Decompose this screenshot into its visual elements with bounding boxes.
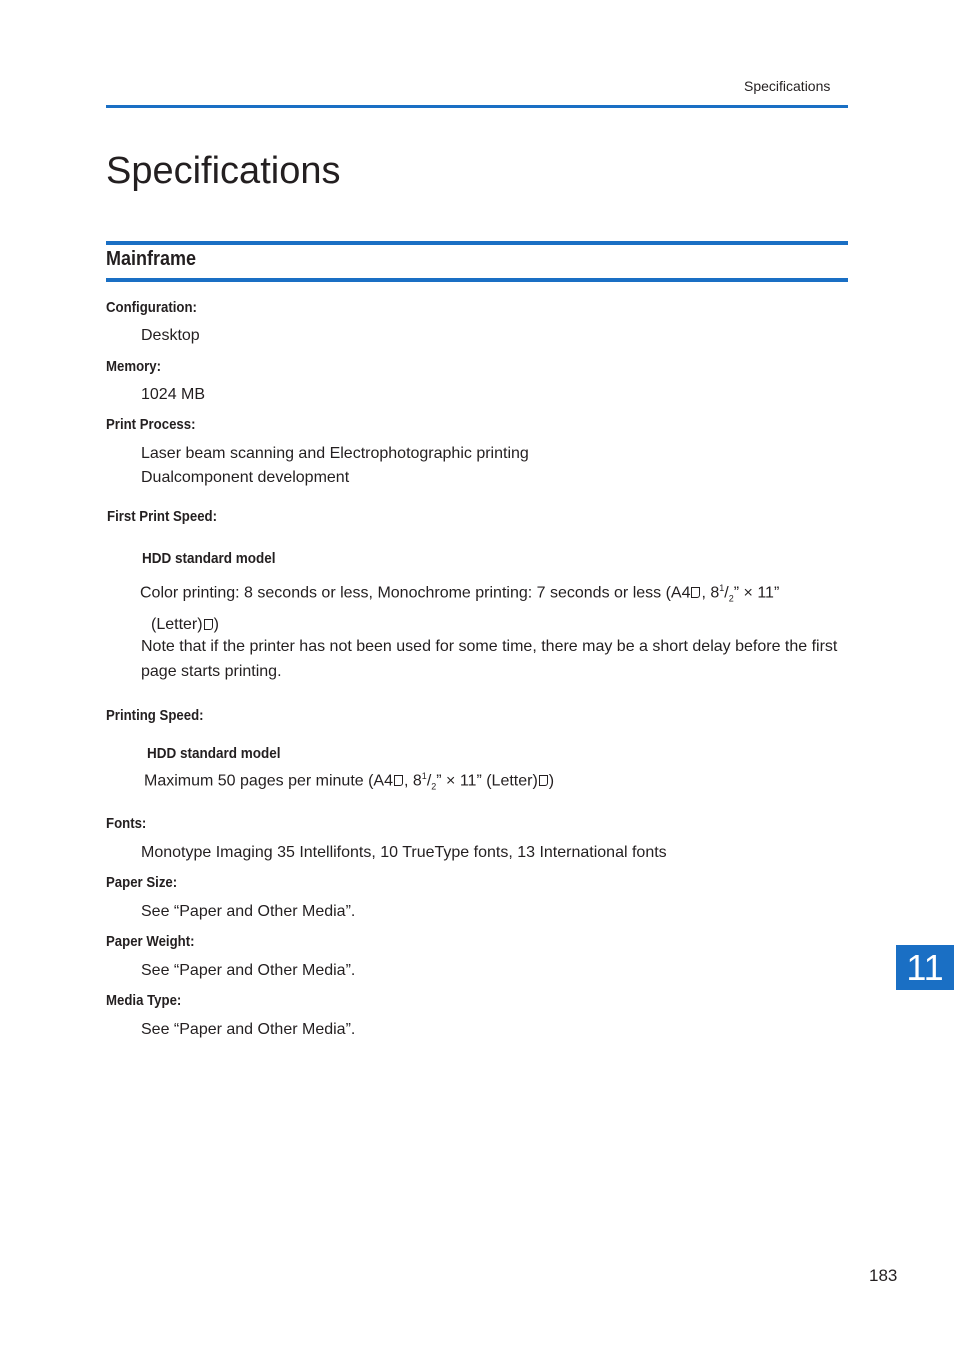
fraction-denominator: 2 bbox=[728, 593, 734, 604]
printing-speed-text-d: ) bbox=[548, 772, 555, 790]
running-header: Specifications bbox=[744, 78, 831, 94]
printing-speed-text-a: Maximum 50 pages per minute (A4 bbox=[144, 772, 393, 790]
fraction-denominator: 2 bbox=[431, 781, 437, 792]
page-number: 183 bbox=[869, 1266, 898, 1285]
fraction-separator: / bbox=[724, 584, 729, 602]
section-rule-bottom bbox=[106, 278, 848, 282]
section-title: Mainframe bbox=[106, 248, 197, 270]
first-print-speed-text-e: ) bbox=[213, 615, 219, 633]
fonts-label: Fonts: bbox=[106, 815, 147, 832]
fraction-numerator: 1 bbox=[719, 583, 725, 593]
first-print-speed-label: First Print Speed: bbox=[107, 508, 218, 525]
fraction-separator: / bbox=[426, 772, 432, 790]
first-print-speed-model: HDD standard model bbox=[142, 550, 276, 567]
paper-weight-value: See “Paper and Other Media”. bbox=[141, 962, 356, 979]
paper-orientation-icon bbox=[394, 775, 403, 786]
first-print-speed-text-a: Color printing: 8 seconds or less, Monochrome printing: 7 seconds or less (A4 bbox=[140, 584, 691, 602]
first-print-speed-text-d: (Letter) bbox=[151, 615, 203, 633]
chapter-tab: 11 bbox=[896, 945, 954, 990]
paper-orientation-icon bbox=[691, 587, 700, 598]
printing-speed-text-c: ” × 11” (Letter) bbox=[436, 772, 538, 790]
paper-size-value: See “Paper and Other Media”. bbox=[141, 903, 356, 920]
configuration-value: Desktop bbox=[141, 327, 200, 344]
paper-orientation-icon bbox=[539, 775, 548, 786]
paper-size-label: Paper Size: bbox=[106, 874, 178, 891]
fraction-numerator: 1 bbox=[421, 771, 427, 781]
print-process-line1: Laser beam scanning and Electrophotographic printing bbox=[141, 445, 529, 462]
paper-weight-label: Paper Weight: bbox=[106, 933, 195, 950]
print-process-label: Print Process: bbox=[106, 416, 196, 433]
memory-label: Memory: bbox=[106, 358, 162, 375]
printing-speed-model: HDD standard model bbox=[147, 745, 281, 762]
page-title: Specifications bbox=[106, 150, 341, 192]
memory-value: 1024 MB bbox=[141, 386, 206, 403]
printing-speed-label: Printing Speed: bbox=[106, 707, 204, 724]
print-process-line2: Dualcomponent development bbox=[141, 469, 350, 486]
media-type-value: See “Paper and Other Media”. bbox=[141, 1021, 356, 1038]
first-print-speed-text-b: , 8 bbox=[701, 584, 720, 602]
paper-orientation-icon bbox=[204, 619, 213, 630]
configuration-label: Configuration: bbox=[106, 299, 197, 316]
first-print-speed-value bbox=[140, 576, 860, 637]
media-type-label: Media Type: bbox=[106, 992, 182, 1009]
printing-speed-text-b: , 8 bbox=[404, 772, 422, 790]
fonts-value: Monotype Imaging 35 Intellifonts, 10 TrueType fonts, 13 International fonts bbox=[141, 844, 667, 861]
section-rule-top bbox=[106, 241, 848, 245]
first-print-speed-note: Note that if the printer has not been used for some time, there may be a short delay before the first page starts printing. bbox=[141, 638, 838, 680]
first-print-speed-text-c: ” × 11” bbox=[733, 584, 780, 602]
header-rule bbox=[106, 105, 848, 108]
printing-speed-value bbox=[144, 771, 554, 792]
